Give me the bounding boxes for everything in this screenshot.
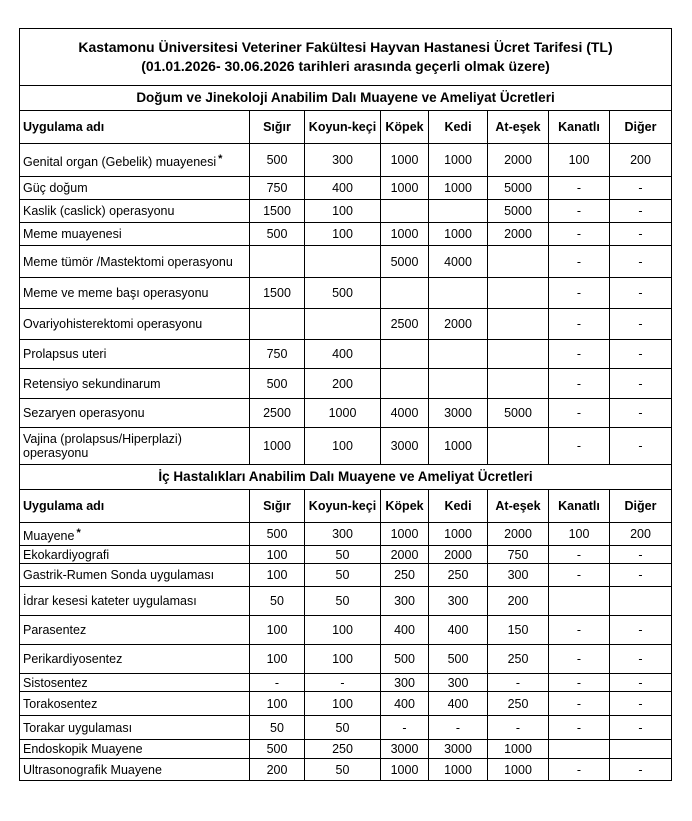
price-cell: - [549, 428, 610, 465]
price-cell: 400 [305, 177, 381, 200]
price-cell [381, 278, 429, 309]
price-cell [549, 587, 610, 616]
procedure-name [20, 340, 250, 369]
price-cell [429, 200, 488, 223]
procedure-name [20, 309, 250, 340]
price-cell: - [549, 645, 610, 674]
table-row [20, 616, 672, 645]
price-cell: 1000 [488, 759, 549, 781]
procedure-name-text: Meme tümör /Mastektomi operasyonu [23, 254, 233, 269]
price-cell: 150 [488, 616, 549, 645]
procedure-name [20, 369, 250, 399]
price-cell: 1000 [429, 428, 488, 465]
procedure-name-text: Vajina (prolapsus/Hiperplazi) operasyonu [23, 432, 182, 460]
title-line-2: (01.01.2026- 30.06.2026 tarihleri arasında geçerli olmak üzere) [141, 58, 550, 74]
section-title: Doğum ve Jinekoloji Anabilim Dalı Muayene ve Ameliyat Ücretleri [20, 86, 672, 111]
table-row [20, 144, 672, 177]
column-header: Kanatlı [549, 490, 610, 523]
price-cell: 200 [250, 759, 305, 781]
price-cell: - [610, 692, 672, 716]
procedure-name-text: Muayene [23, 528, 75, 543]
procedure-name-text: İdrar kesesi kateter uygulaması [23, 594, 197, 608]
procedure-name [20, 645, 250, 674]
price-cell: 50 [305, 564, 381, 587]
tariff-sheet [19, 28, 671, 781]
price-cell: 500 [250, 523, 305, 546]
table-row [20, 177, 672, 200]
table-row [20, 369, 672, 399]
procedure-name [20, 740, 250, 759]
price-cell [429, 278, 488, 309]
price-cell: 500 [250, 223, 305, 246]
table-row [20, 692, 672, 716]
price-cell: 3000 [429, 740, 488, 759]
price-cell: 1000 [429, 759, 488, 781]
column-header-row [20, 490, 672, 523]
column-header: Sığır [250, 490, 305, 523]
price-cell: - [549, 223, 610, 246]
procedure-name [20, 716, 250, 740]
procedure-name-text: Endoskopik Muayene [23, 742, 143, 756]
procedure-name-text: Sistosentez [23, 675, 88, 690]
price-cell: 3000 [381, 428, 429, 465]
price-cell: - [610, 428, 672, 465]
price-cell: - [549, 674, 610, 692]
table-row [20, 428, 672, 465]
title-line-1: Kastamonu Üniversitesi Veteriner Fakültesi Hayvan Hastanesi Ücret Tarifesi (TL) [78, 39, 613, 55]
table-row [20, 278, 672, 309]
price-cell: 1000 [429, 523, 488, 546]
price-cell: 250 [488, 692, 549, 716]
price-cell: 400 [381, 616, 429, 645]
price-cell: 300 [305, 144, 381, 177]
price-cell: 100 [250, 645, 305, 674]
tariff-table-body [20, 29, 672, 781]
price-cell: 1000 [381, 177, 429, 200]
price-cell: 300 [381, 587, 429, 616]
price-cell: - [610, 340, 672, 369]
procedure-name [20, 692, 250, 716]
procedure-name [20, 144, 250, 177]
price-cell: - [549, 309, 610, 340]
price-cell: 500 [250, 740, 305, 759]
price-cell: - [610, 645, 672, 674]
price-cell [610, 587, 672, 616]
price-cell: 100 [549, 144, 610, 177]
price-cell: 400 [429, 616, 488, 645]
price-cell: - [610, 616, 672, 645]
price-cell: 200 [305, 369, 381, 399]
procedure-name [20, 223, 250, 246]
price-cell: 3000 [429, 399, 488, 428]
price-cell [488, 428, 549, 465]
price-cell: 100 [250, 692, 305, 716]
price-cell: - [610, 716, 672, 740]
procedure-name-text: Gastrik-Rumen Sonda uygulaması [23, 568, 215, 582]
procedure-name [20, 200, 250, 223]
tariff-table [19, 28, 672, 781]
column-header-name: Uygulama adı [20, 111, 250, 144]
price-cell: - [610, 278, 672, 309]
procedure-name [20, 564, 250, 587]
procedure-name-text: Torakar uygulaması [23, 720, 133, 735]
table-row [20, 340, 672, 369]
price-cell: - [610, 223, 672, 246]
price-cell: - [305, 674, 381, 692]
price-cell: 100 [305, 223, 381, 246]
table-row [20, 716, 672, 740]
price-cell: 250 [429, 564, 488, 587]
table-row [20, 546, 672, 564]
price-cell: - [549, 177, 610, 200]
price-cell [429, 369, 488, 399]
price-cell: 5000 [488, 399, 549, 428]
price-cell: 500 [429, 645, 488, 674]
price-cell: 300 [488, 564, 549, 587]
procedure-name [20, 399, 250, 428]
price-cell: 100 [305, 616, 381, 645]
procedure-name-text: Retensiyo sekundinarum [23, 376, 161, 391]
price-cell: 50 [305, 716, 381, 740]
price-cell: - [549, 340, 610, 369]
price-cell: 50 [250, 716, 305, 740]
column-header: Kedi [429, 111, 488, 144]
price-cell: 1000 [381, 523, 429, 546]
price-cell: - [549, 369, 610, 399]
price-cell: 250 [381, 564, 429, 587]
price-cell: - [549, 246, 610, 278]
price-cell: 2000 [429, 546, 488, 564]
procedure-name [20, 546, 250, 564]
price-cell: 1500 [250, 200, 305, 223]
table-row [20, 740, 672, 759]
table-row [20, 246, 672, 278]
price-cell: 100 [305, 428, 381, 465]
price-cell: - [610, 177, 672, 200]
price-cell [610, 740, 672, 759]
price-cell [381, 369, 429, 399]
price-cell: 250 [488, 645, 549, 674]
price-cell: 200 [488, 587, 549, 616]
price-cell: 50 [305, 546, 381, 564]
procedure-name [20, 587, 250, 616]
price-cell: - [610, 564, 672, 587]
table-row [20, 564, 672, 587]
price-cell [549, 740, 610, 759]
price-cell: 3000 [381, 740, 429, 759]
procedure-name-text: Güç doğum [23, 181, 88, 195]
price-cell: 1000 [429, 144, 488, 177]
section-title-row [20, 465, 672, 490]
procedure-name-text: Torakosentez [23, 696, 98, 711]
price-cell [429, 340, 488, 369]
price-cell: 100 [250, 616, 305, 645]
table-row [20, 223, 672, 246]
price-cell: 1000 [429, 177, 488, 200]
column-header: Köpek [381, 490, 429, 523]
price-cell: - [381, 716, 429, 740]
price-cell: 50 [305, 587, 381, 616]
table-row [20, 309, 672, 340]
price-cell: - [250, 674, 305, 692]
section-title: İç Hastalıkları Anabilim Dalı Muayene ve Ameliyat Ücretleri [20, 465, 672, 490]
table-row [20, 587, 672, 616]
price-cell: 300 [429, 674, 488, 692]
price-cell: 2000 [488, 144, 549, 177]
procedure-name-text: Perikardiyosentez [23, 652, 123, 666]
procedure-name-text: Parasentez [23, 623, 87, 637]
price-cell: 1000 [381, 223, 429, 246]
procedure-name [20, 523, 250, 546]
price-cell: 1000 [488, 740, 549, 759]
procedure-name-text: Ultrasonografik Muayene [23, 762, 162, 777]
column-header: Diğer [610, 490, 672, 523]
procedure-name-text: Ovariyohisterektomi operasyonu [23, 317, 203, 331]
price-cell: 750 [250, 177, 305, 200]
price-cell: 50 [305, 759, 381, 781]
price-cell: 2000 [429, 309, 488, 340]
price-cell [488, 246, 549, 278]
price-cell: 750 [488, 546, 549, 564]
price-cell: 400 [381, 692, 429, 716]
price-cell: - [549, 692, 610, 716]
price-cell: 300 [429, 587, 488, 616]
price-cell: 2500 [250, 399, 305, 428]
price-cell: 5000 [488, 200, 549, 223]
table-row [20, 523, 672, 546]
price-cell [305, 246, 381, 278]
price-cell [488, 340, 549, 369]
column-header: Koyun-keçi [305, 490, 381, 523]
page-title [20, 29, 672, 86]
table-row [20, 759, 672, 781]
price-cell: 5000 [381, 246, 429, 278]
price-cell: 2000 [488, 223, 549, 246]
price-cell: - [488, 674, 549, 692]
procedure-name [20, 177, 250, 200]
price-cell: - [549, 399, 610, 428]
price-cell [381, 340, 429, 369]
price-cell: 100 [250, 546, 305, 564]
price-cell: - [610, 759, 672, 781]
price-cell: - [549, 546, 610, 564]
table-row [20, 645, 672, 674]
table-row [20, 674, 672, 692]
column-header: At-eşek [488, 490, 549, 523]
price-cell: 500 [305, 278, 381, 309]
column-header-name: Uygulama adı [20, 490, 250, 523]
procedure-name-text: Ekokardiyografi [23, 547, 110, 562]
price-cell: 100 [305, 692, 381, 716]
price-cell: 100 [549, 523, 610, 546]
procedure-name-text: Kaslik (caslick) operasyonu [23, 204, 175, 218]
price-cell: 300 [305, 523, 381, 546]
price-cell: - [549, 759, 610, 781]
procedure-name [20, 428, 250, 465]
price-cell: 200 [610, 144, 672, 177]
procedure-name-text: Genital organ (Gebelik) muayenesi [23, 154, 217, 169]
price-cell: 2500 [381, 309, 429, 340]
price-cell: 4000 [381, 399, 429, 428]
price-cell: 1000 [305, 399, 381, 428]
procedure-name [20, 246, 250, 278]
price-cell: 5000 [488, 177, 549, 200]
price-cell: 50 [250, 587, 305, 616]
procedure-name [20, 674, 250, 692]
procedure-name-text: Prolapsus uteri [23, 347, 107, 361]
price-cell: 100 [305, 200, 381, 223]
price-cell [305, 309, 381, 340]
column-header: Diğer [610, 111, 672, 144]
price-cell: 400 [429, 692, 488, 716]
price-cell: 500 [381, 645, 429, 674]
table-row [20, 200, 672, 223]
column-header: Köpek [381, 111, 429, 144]
price-cell: 100 [250, 564, 305, 587]
price-cell: 1000 [250, 428, 305, 465]
procedure-name [20, 278, 250, 309]
price-cell: - [549, 200, 610, 223]
column-header: Kedi [429, 490, 488, 523]
price-cell: - [610, 246, 672, 278]
column-header: Sığır [250, 111, 305, 144]
footnote-star: * [76, 526, 81, 539]
price-cell: 400 [305, 340, 381, 369]
price-cell: 4000 [429, 246, 488, 278]
section-title-row [20, 86, 672, 111]
price-cell: 200 [610, 523, 672, 546]
procedure-name [20, 616, 250, 645]
price-cell [250, 246, 305, 278]
price-cell: - [610, 546, 672, 564]
price-cell: - [488, 716, 549, 740]
procedure-name [20, 759, 250, 781]
price-cell [381, 200, 429, 223]
price-cell: 300 [381, 674, 429, 692]
procedure-name-text: Meme muayenesi [23, 227, 122, 241]
price-cell: - [549, 616, 610, 645]
price-cell: - [610, 309, 672, 340]
price-cell: 750 [250, 340, 305, 369]
price-cell: - [549, 716, 610, 740]
price-cell: - [610, 369, 672, 399]
price-cell [250, 309, 305, 340]
column-header-row [20, 111, 672, 144]
column-header: Kanatlı [549, 111, 610, 144]
price-cell: - [610, 200, 672, 223]
price-cell: 2000 [381, 546, 429, 564]
column-header: At-eşek [488, 111, 549, 144]
price-cell: 1000 [429, 223, 488, 246]
price-cell: - [549, 278, 610, 309]
table-row [20, 399, 672, 428]
price-cell: - [549, 564, 610, 587]
price-cell: 2000 [488, 523, 549, 546]
price-cell [488, 278, 549, 309]
price-cell: - [610, 674, 672, 692]
price-cell: 500 [250, 144, 305, 177]
price-cell: 250 [305, 740, 381, 759]
price-cell: - [610, 399, 672, 428]
procedure-name-text: Meme ve meme başı operasyonu [23, 286, 209, 300]
footnote-star: * [218, 152, 223, 165]
column-header: Koyun-keçi [305, 111, 381, 144]
price-cell: - [429, 716, 488, 740]
price-cell: 100 [305, 645, 381, 674]
title-row [20, 29, 672, 86]
price-cell: 1500 [250, 278, 305, 309]
price-cell [488, 369, 549, 399]
price-cell: 1000 [381, 759, 429, 781]
price-cell: 1000 [381, 144, 429, 177]
price-cell [488, 309, 549, 340]
procedure-name-text: Sezaryen operasyonu [23, 406, 145, 420]
price-cell: 500 [250, 369, 305, 399]
